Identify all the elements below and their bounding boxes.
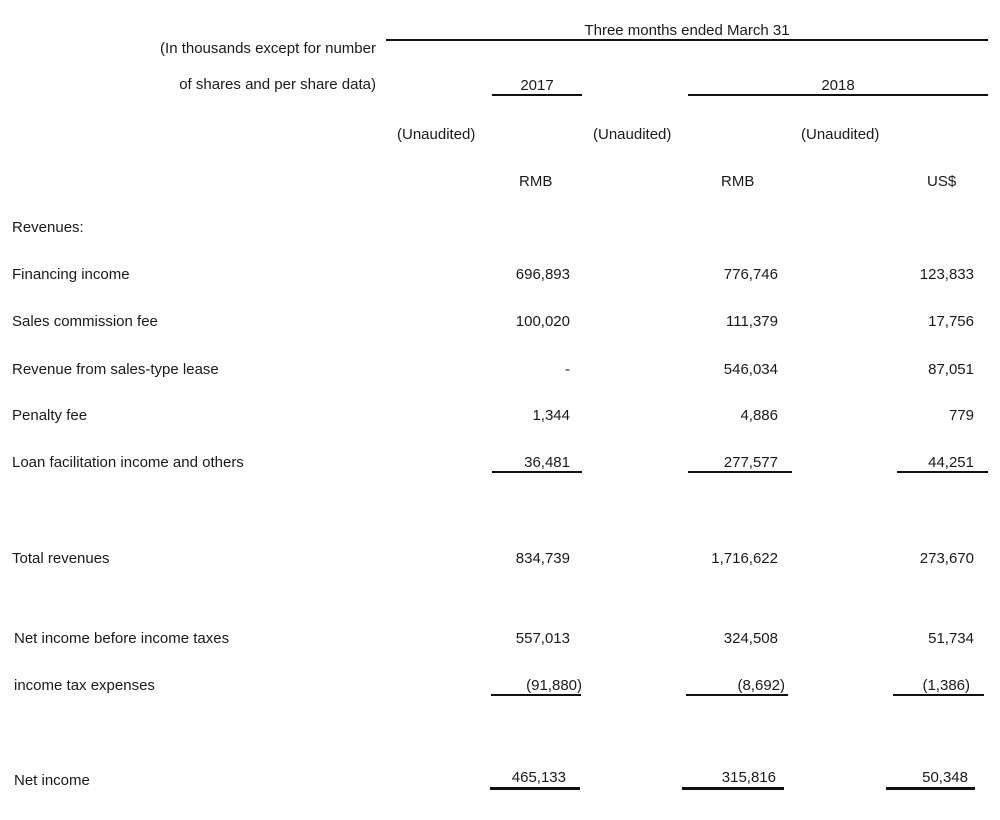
row-label: income tax expenses [14,677,155,694]
tax-rule-2017 [491,694,581,696]
currency-2017-rmb: RMB [519,173,553,190]
currency-2018-rmb: RMB [721,173,755,190]
value-2017-rmb: 36,481 [524,454,570,471]
net-income-rule-2018-rmb [682,787,784,790]
value-2017-rmb: 557,013 [515,630,570,647]
value-2017-rmb: 100,020 [515,313,570,330]
value-2017-rmb: (91,880) [526,677,582,694]
value-2018-usd: 50,348 [922,769,968,786]
subtotal-rule-2018-usd [897,471,988,473]
row-label: Financing income [12,266,130,283]
audit-status-2: (Unaudited) [593,126,672,143]
subtotal-rule-2017 [492,471,582,473]
value-2017-rmb: 465,133 [511,769,566,786]
section-revenues: Revenues: [12,219,84,236]
value-2018-rmb: 111,379 [726,313,778,330]
value-2018-usd: 779 [948,407,974,424]
value-2018-rmb: 776,746 [723,266,778,283]
audit-status-1: (Unaudited) [397,126,476,143]
row-label: Revenue from sales-type lease [12,361,219,378]
value-2018-usd: 87,051 [928,361,974,378]
period-heading: Three months ended March 31 [584,22,790,39]
row-label: Loan facilitation income and others [12,454,244,471]
net-income-rule-2017 [490,787,580,790]
value-2018-usd: 123,833 [919,266,974,283]
units-note-line2: of shares and per share data) [179,76,376,93]
year-2018-rule [688,94,988,96]
year-2018: 2018 [821,77,855,94]
tax-rule-2018-usd [893,694,984,696]
value-2017-rmb: 696,893 [515,266,570,283]
units-note-line1: (In thousands except for number [160,40,376,57]
value-2018-rmb: 1,716,622 [711,550,778,567]
value-2018-usd: 51,734 [928,630,974,647]
value-2017-rmb: 834,739 [515,550,570,567]
value-2018-rmb: 324,508 [723,630,778,647]
value-2018-rmb: 277,577 [723,454,778,471]
value-2018-usd: (1,386) [922,677,970,694]
value-2018-usd: 17,756 [928,313,974,330]
value-2018-rmb: 315,816 [721,769,776,786]
year-2017-rule [492,94,582,96]
value-2018-rmb: 546,034 [723,361,778,378]
year-2017: 2017 [520,77,554,94]
value-2017-rmb: - [565,361,570,378]
value-2018-usd: 273,670 [919,550,974,567]
subtotal-rule-2018-rmb [688,471,792,473]
value-2018-rmb: (8,692) [737,677,785,694]
row-label: Net income [14,772,90,789]
value-2018-usd: 44,251 [928,454,974,471]
row-label: Sales commission fee [12,313,158,330]
audit-status-3: (Unaudited) [801,126,880,143]
period-rule [386,39,988,41]
value-2018-rmb: 4,886 [740,407,778,424]
row-label: Total revenues [12,550,110,567]
value-2017-rmb: 1,344 [532,407,570,424]
currency-2018-usd: US$ [927,173,957,190]
row-label: Net income before income taxes [14,630,230,647]
tax-rule-2018-rmb [686,694,788,696]
net-income-rule-2018-usd [886,787,975,790]
row-label: Penalty fee [12,407,88,424]
